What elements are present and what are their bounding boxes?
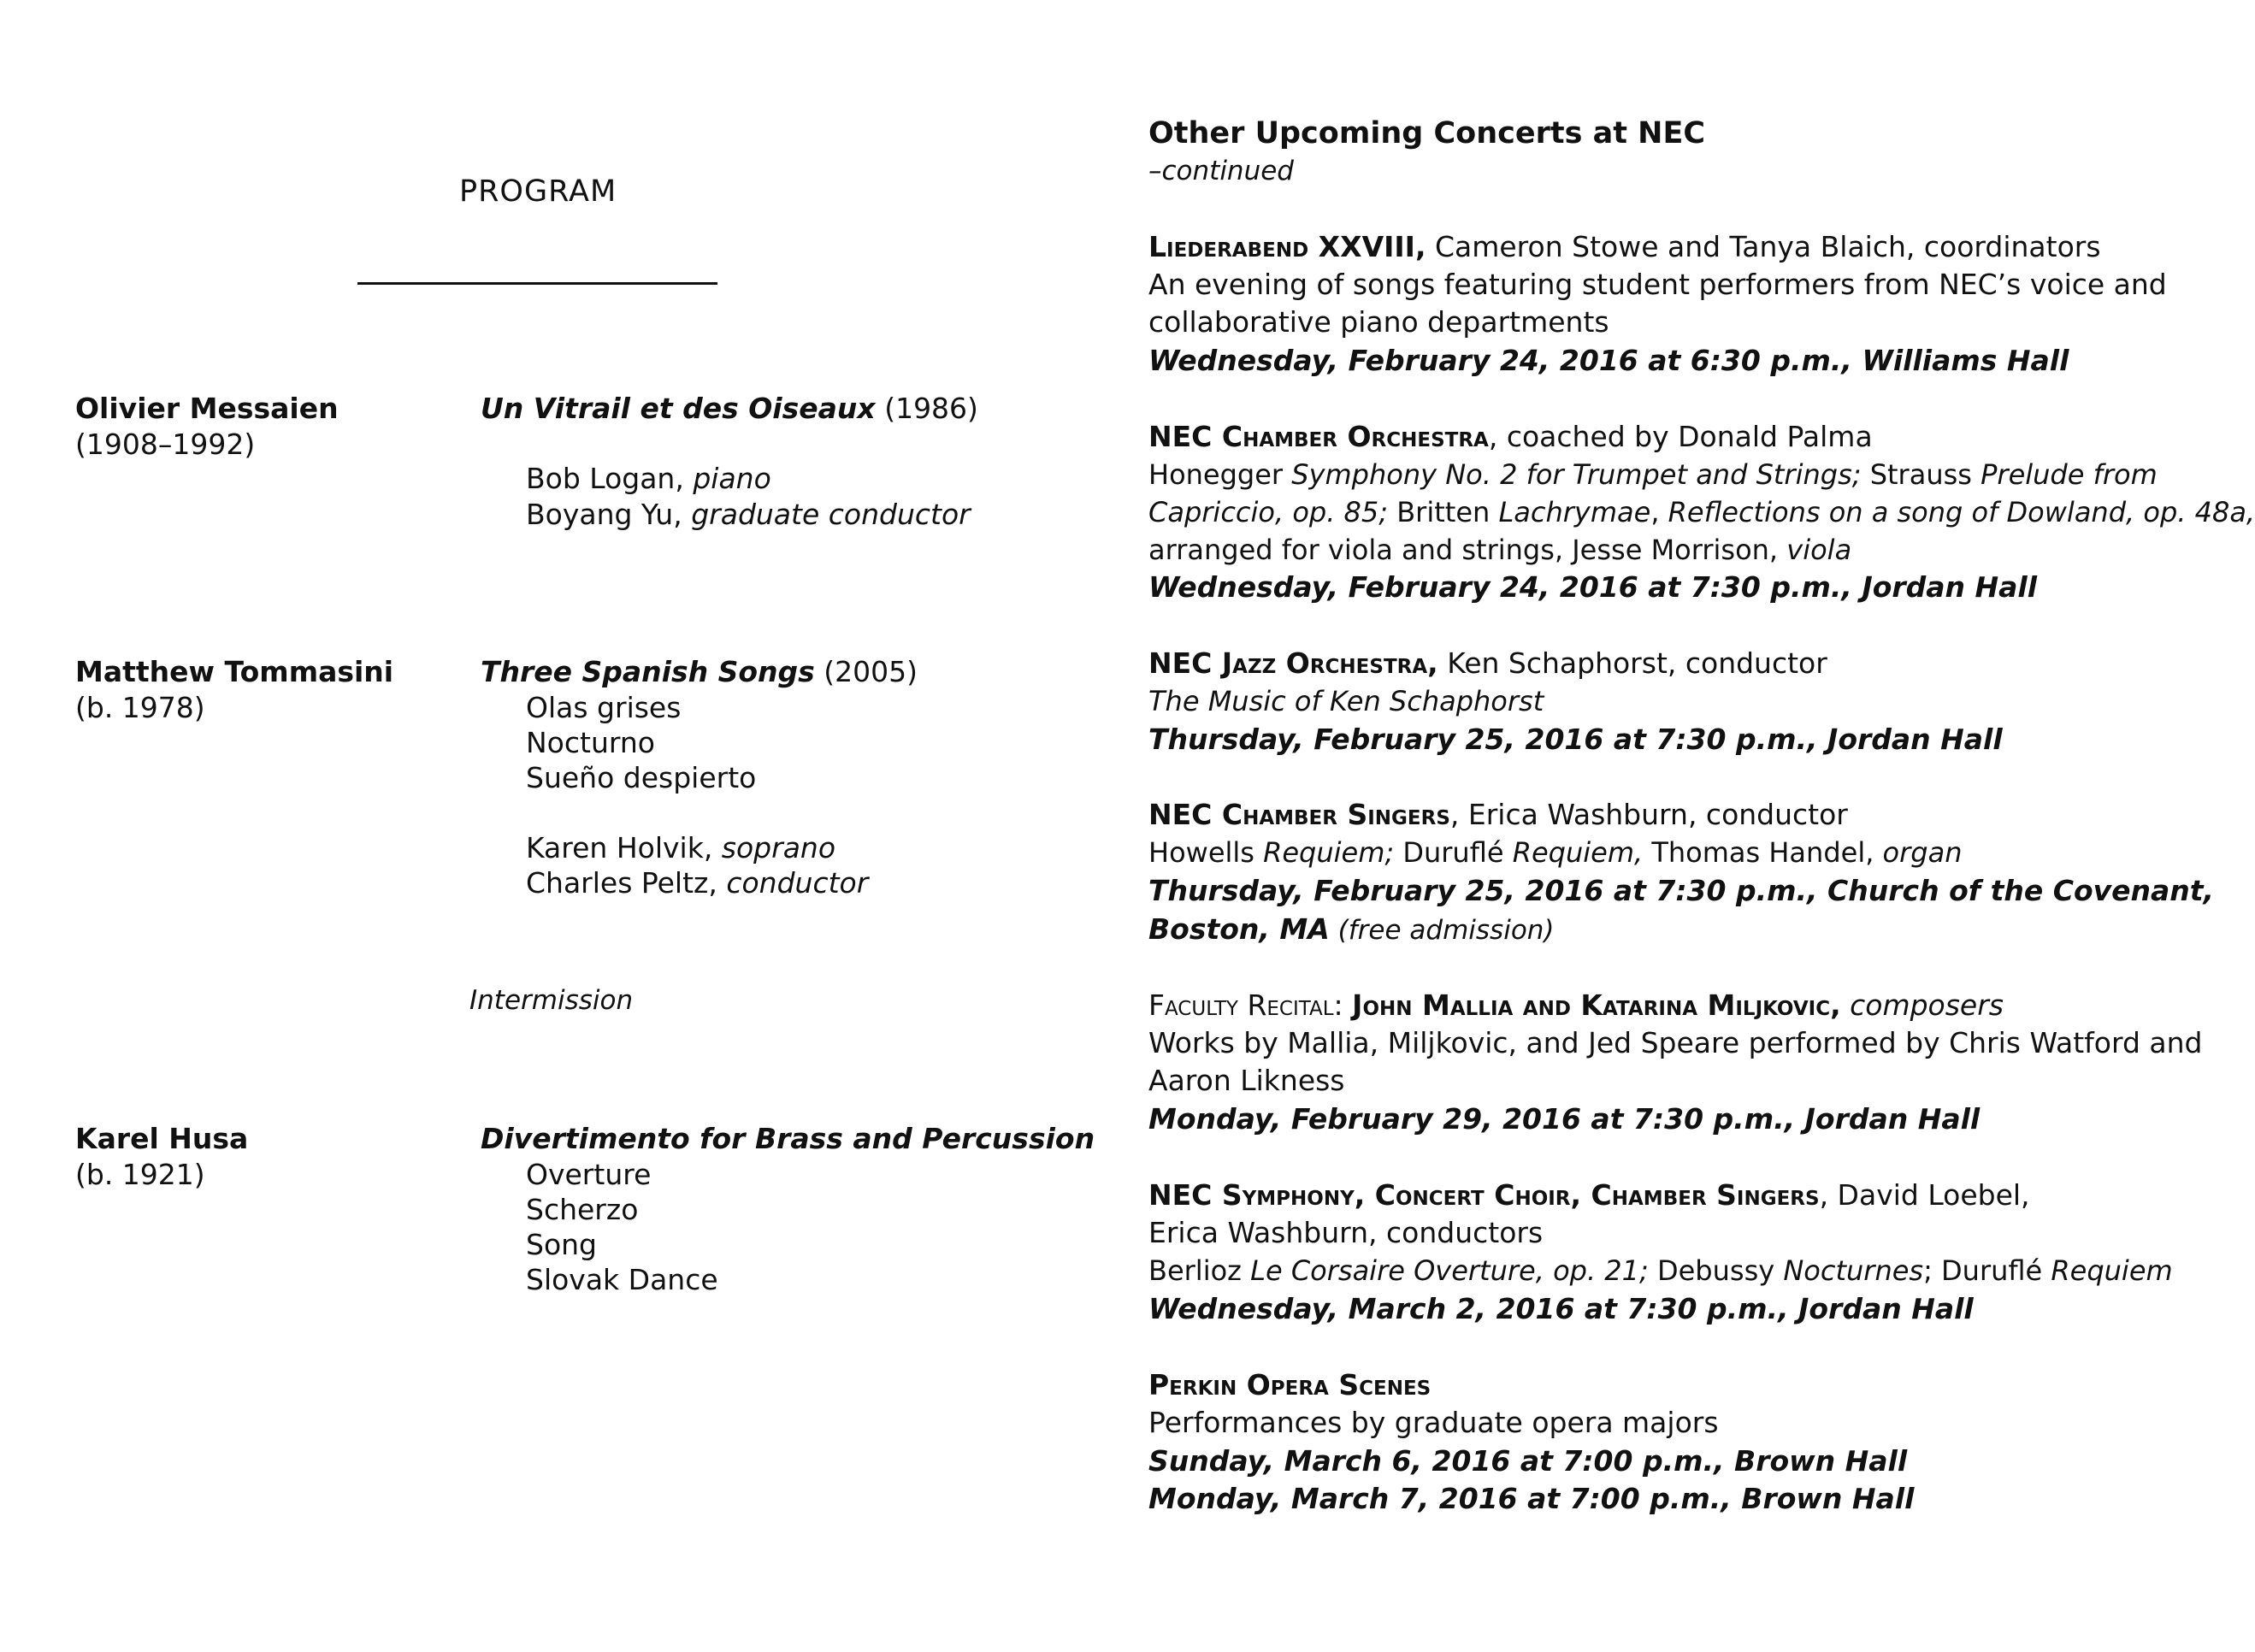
event-description: Performances by graduate opera majors <box>1148 1406 1719 1439</box>
piece-title: Divertimento for Brass and Percussion <box>481 1122 1095 1155</box>
repertoire-work: Nocturnes <box>1783 1254 1924 1287</box>
event-title: NEC Symphony, Concert Choir, Chamber Singers <box>1148 1178 1820 1212</box>
event-credits: Ken Schaphorst, conductor <box>1437 646 1827 680</box>
repertoire-text: Strauss <box>1861 458 1981 491</box>
event-title: Perkin Opera Scenes <box>1148 1368 1432 1401</box>
repertoire-work: Lachrymae <box>1498 496 1651 528</box>
repertoire-text: Berlioz <box>1148 1254 1251 1287</box>
performer-role: organ <box>1882 836 1963 869</box>
repertoire-work: Prelude from <box>1981 458 2158 491</box>
repertoire-text: Debussy <box>1648 1254 1784 1287</box>
event-date: Wednesday, February 24, 2016 at 7:30 p.m., Jordan Hall <box>1148 570 2038 604</box>
repertoire-text: Howells <box>1148 836 1264 869</box>
upcoming-subheading: –continued <box>1148 156 1294 186</box>
event-admission-note: (free admission) <box>1329 915 1555 946</box>
repertoire-work: Requiem; <box>1263 836 1395 869</box>
performer-name: Charles Peltz, <box>526 866 727 900</box>
repertoire-work: Le Corsaire Overture, op. 21; <box>1250 1254 1649 1287</box>
repertoire-work: Requiem <box>2051 1254 2173 1287</box>
event-prefix: Faculty Recital: <box>1148 988 1353 1022</box>
event-title: NEC Chamber Singers <box>1148 798 1450 831</box>
event-repertoire <box>1148 493 2255 531</box>
movement: Slovak Dance <box>526 1263 718 1296</box>
event-repertoire <box>1148 456 2158 493</box>
event-description: Works by Mallia, Miljkovic, and Jed Speare performed by Chris Watford and <box>1148 1026 2203 1059</box>
composer-name: Karel Husa <box>75 1122 249 1155</box>
title-divider <box>357 282 717 285</box>
performer-role: soprano <box>721 831 836 864</box>
performer <box>526 496 971 534</box>
event-description: Erica Washburn, conductors <box>1148 1216 1544 1249</box>
event-credits: , coached by Donald Palma <box>1488 420 1873 453</box>
intermission-label: Intermission <box>469 985 634 1016</box>
event-credits: , Erica Washburn, conductor <box>1449 798 1848 831</box>
repertoire-text: Duruflé <box>1394 836 1513 869</box>
event-date: Wednesday, February 24, 2016 at 6:30 p.m., Williams Hall <box>1148 344 2069 377</box>
movement: Sueño despierto <box>526 761 757 794</box>
performer-name: Karen Holvik, <box>526 831 722 864</box>
repertoire-work: Capriccio, op. 85; <box>1148 496 1389 528</box>
repertoire-work: Symphony No. 2 for Trumpet and Strings; <box>1291 458 1862 491</box>
repertoire-work: Requiem, <box>1512 836 1644 869</box>
event-repertoire <box>1148 834 1962 871</box>
event-title-line <box>1148 796 1848 834</box>
event-title: NEC Jazz Orchestra, <box>1148 646 1438 680</box>
event-description: The Music of Ken Schaphorst <box>1148 685 1544 717</box>
movement: Overture <box>526 1158 652 1191</box>
composer-dates: (b. 1921) <box>75 1158 205 1191</box>
performer <box>526 460 771 498</box>
repertoire-text: Thomas Handel, <box>1643 836 1883 869</box>
repertoire-text: Honegger <box>1148 458 1292 491</box>
piece-title-line <box>481 653 918 691</box>
performer-role: piano <box>693 462 771 495</box>
event-title: NEC Chamber Orchestra <box>1148 420 1489 453</box>
repertoire-work: Reflections on a song of Dowland, op. 48a, <box>1668 496 2255 528</box>
repertoire-text: Britten <box>1388 496 1499 528</box>
piece-title: Un Vitrail et des Oiseaux <box>481 392 876 425</box>
performer-role: graduate conductor <box>691 498 971 531</box>
piece-year: (1986) <box>875 392 978 425</box>
event-date-line <box>1148 911 1555 949</box>
event-title-line <box>1148 418 1873 456</box>
event-repertoire <box>1148 1252 2173 1289</box>
event-repertoire <box>1148 531 1851 569</box>
piece-title: Three Spanish Songs <box>481 655 815 688</box>
event-date: Thursday, February 25, 2016 at 7:30 p.m., Church of the Covenant, <box>1148 874 2215 907</box>
performer <box>526 829 835 867</box>
event-title-line <box>1148 1177 2030 1214</box>
performer-role: composers <box>1840 988 2004 1022</box>
movement: Scherzo <box>526 1193 639 1226</box>
repertoire-text: , <box>1650 496 1668 528</box>
piece-year: (2005) <box>814 655 918 688</box>
event-date: Monday, March 7, 2016 at 7:00 p.m., Brown Hall <box>1148 1482 1915 1515</box>
event-description: Aaron Likness <box>1148 1064 1345 1097</box>
event-title-line <box>1148 987 2004 1024</box>
composer-name: Olivier Messaien <box>75 392 339 425</box>
event-title: Liederabend XXVIII, <box>1148 230 1426 263</box>
performer-name: Bob Logan, <box>526 462 694 495</box>
repertoire-text: arranged for viola and strings, Jesse Morrison, <box>1148 534 1787 566</box>
piece-title-line <box>481 390 978 428</box>
repertoire-text: ; Duruflé <box>1923 1254 2051 1287</box>
event-title-line <box>1148 645 1827 682</box>
event-date: Boston, MA <box>1148 912 1330 946</box>
movement: Nocturno <box>526 726 655 759</box>
composer-dates: (b. 1978) <box>75 691 205 724</box>
program-title: PROGRAM <box>459 174 617 209</box>
movement: Song <box>526 1228 597 1261</box>
event-credits: , David Loebel, <box>1819 1178 2030 1212</box>
composer-name: Matthew Tommasini <box>75 655 394 688</box>
event-date: Wednesday, March 2, 2016 at 7:30 p.m., Jordan Hall <box>1148 1292 1974 1325</box>
event-title: John Mallia and Katarina Miljkovic, <box>1352 988 1841 1022</box>
event-date: Sunday, March 6, 2016 at 7:00 p.m., Brown Hall <box>1148 1444 1908 1478</box>
movement: Olas grises <box>526 691 682 724</box>
performer-role: conductor <box>726 866 869 900</box>
event-title-line <box>1148 228 2101 266</box>
upcoming-heading: Other Upcoming Concerts at NEC <box>1148 116 1706 150</box>
event-date: Thursday, February 25, 2016 at 7:30 p.m., Jordan Hall <box>1148 723 2003 756</box>
performer-role: viola <box>1786 534 1852 566</box>
event-credits: Cameron Stowe and Tanya Blaich, coordinators <box>1426 230 2101 263</box>
composer-dates: (1908–1992) <box>75 428 256 461</box>
performer <box>526 864 868 902</box>
performer-name: Boyang Yu, <box>526 498 692 531</box>
event-description: An evening of songs featuring student performers from NEC’s voice and <box>1148 268 2167 301</box>
event-date: Monday, February 29, 2016 at 7:30 p.m., Jordan Hall <box>1148 1102 1981 1136</box>
event-description: collaborative piano departments <box>1148 305 1609 339</box>
